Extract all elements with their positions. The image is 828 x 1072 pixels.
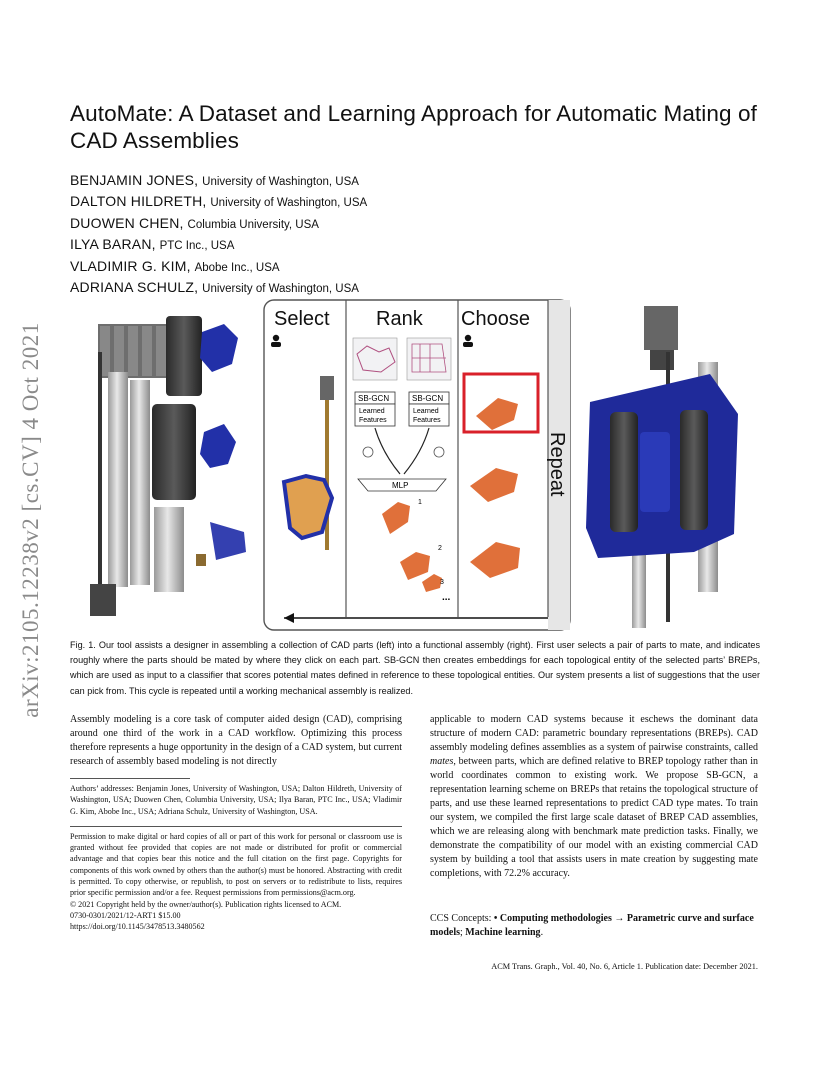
issn: 0730-0301/2021/12-ART1 $15.00 xyxy=(70,910,181,920)
motor xyxy=(644,306,678,350)
author-affiliation: University of Washington, USA xyxy=(210,197,368,210)
arxiv-identifier: arXiv:2105.12238v2 [cs.CV] 4 Oct 2021 xyxy=(18,322,43,718)
author-entry xyxy=(70,235,590,256)
panel-title-choose: Choose xyxy=(461,308,530,330)
author-entry xyxy=(70,192,590,213)
teaser-figure xyxy=(70,292,760,632)
author-name: ADRIANA SCHULZ, xyxy=(70,279,199,296)
figure-caption: Fig. 1. Our tool assists a designer in assembling a collection of CAD parts (left) into a functional assembly (right). First user selects a pair of parts to mate, and indicates roughly where the parts should be mated by where they click on each part. SB-GCN then creates embeddings for each topological entity of the selected parts’ BREPs, which are used as input to a classifier that scores potential mates defined in reference to these topological entities. Our system presents a list of suggestions that the user can pick from. This cycle is repeated until a working mechanical assembly is realized. xyxy=(70,640,760,696)
rod xyxy=(154,507,184,592)
author-name: ILYA BARAN, xyxy=(70,236,156,253)
features-label: Learned xyxy=(359,408,385,415)
author-name: DALTON HILDRETH, xyxy=(70,193,207,210)
mlp-label: MLP xyxy=(392,481,409,490)
selected-part xyxy=(284,476,332,538)
cad-parts-left xyxy=(90,316,246,616)
ccs-concepts xyxy=(430,912,758,940)
rank-number: 1 xyxy=(418,499,422,506)
author-entry xyxy=(70,257,590,278)
author-affiliation: Abobe Inc., USA xyxy=(194,261,280,274)
features-label: Features xyxy=(413,417,441,424)
brep-graph-image xyxy=(353,338,397,380)
rank-number: 2 xyxy=(438,545,442,552)
author-affiliation: University of Washington, USA xyxy=(202,176,359,188)
abstract-text: applicable to modern CAD systems because it eschews the dominant data structure of modern CAD: parametric boundary representations (BREPs). CAD assembly modeling defines assemblies as a system of pairwise constraints, called xyxy=(430,714,758,753)
sbgcn-label: SB-GCN xyxy=(358,394,390,403)
abstract-emphasis: mates xyxy=(430,756,454,767)
permission-rule xyxy=(70,826,402,827)
author-entry xyxy=(70,214,590,235)
ccs-concept: Machine learning xyxy=(465,927,541,938)
author-name: VLADIMIR G. KIM, xyxy=(70,257,191,274)
ccs-period: . xyxy=(540,927,544,938)
author-list xyxy=(70,171,590,299)
cad-assembly-right xyxy=(586,306,738,628)
carriage-block xyxy=(166,316,202,396)
doi-link[interactable]: https://doi.org/10.1145/3478513.3480562 xyxy=(70,922,205,932)
footnote-rule xyxy=(70,778,190,779)
author-affiliation: Columbia University, USA xyxy=(187,218,319,231)
author-entry xyxy=(70,171,590,192)
authors-addresses: Authors’ addresses: Benjamin Jones, University of Washington, USA; Dalton Hildreth, University of Washington, USA; Duowen Chen, Columbia University, USA; Ilya Baran, PTC Inc., USA; Vladimir G. Kim, Abobe Inc., USA; Adriana Schulz, University of Washington, USA. xyxy=(70,784,402,816)
bracket-part xyxy=(200,324,238,372)
carriage-block xyxy=(152,404,196,500)
author-name: BENJAMIN JONES, xyxy=(70,172,199,188)
rod xyxy=(108,372,128,587)
sbgcn-label: SB-GCN xyxy=(412,394,444,403)
abstract-left-column xyxy=(70,713,402,933)
author-affiliation: PTC Inc., USA xyxy=(159,240,235,253)
motor xyxy=(90,584,116,616)
abstract-text: , between parts, which are defined relative to BREP topology rather than in world coordinates common to existing work. We propose SB-GCN, a representation learning scheme on BREPs that retains the topological structure of parts, and use these learned representations to predict CAD type mates. To train our system, we compiled the first large scale dataset of BREP CAD assemblies, which we are releasing along with benchmark mate prediction tasks. Finally, we demonstrate the compatibility of our model with an existing commercial CAD system by building a tool that assists users in mate creation by suggesting mate completions, with 72.2% accuracy. xyxy=(430,756,758,879)
panel-title-select: Select xyxy=(274,308,330,330)
panel-title-repeat: Repeat xyxy=(546,432,568,497)
paper-title: AutoMate: A Dataset and Learning Approach for Automatic Mating of CAD Assemblies xyxy=(70,101,757,153)
ccs-concept: • Computing methodologies → Parametric curve and surface models xyxy=(430,913,754,938)
abstract-text: Assembly modeling is a core task of computer aided design (CAD), comprising around one third of the work in a CAD workflow. Optimizing this process therefore represents a huge opportunity in the design of a CAD system, but current research of assembly based modeling is not directly xyxy=(70,714,402,767)
ccs-separator: ; xyxy=(460,927,466,938)
author-affiliation: University of Washington, USA xyxy=(202,283,359,296)
more-indicator: ... xyxy=(442,592,451,603)
journal-footer: ACM Trans. Graph., Vol. 40, No. 6, Article 1. Publication date: December 2021. xyxy=(491,962,758,971)
bracket-part xyxy=(200,424,236,468)
features-label: Learned xyxy=(413,408,439,415)
bracket-part xyxy=(210,522,246,560)
abstract-right-column xyxy=(430,713,758,881)
nut xyxy=(196,554,206,566)
spring-stack xyxy=(98,324,168,378)
ccs-label: CCS Concepts: xyxy=(430,913,494,924)
rod xyxy=(130,380,150,585)
features-label: Features xyxy=(359,417,387,424)
permission-notice: Permission to make digital or hard copies of all or part of this work for personal or classroom use is granted without fee provided that copies are not made or distributed for profit or commercial advantage and that copies bear this notice and the full citation on the first page. Copyrights for components of this work owned by others than the author(s) must be honored. Abstracting with credit is permitted. To copy otherwise, or republish, to post on servers or to redistribute to lists, requires prior specific permission and/or a fee. Request permissions from permissions@acm.org. xyxy=(70,831,402,898)
lead-screw xyxy=(98,352,102,592)
rank-number: 3 xyxy=(440,579,444,586)
copyright-notice: © 2021 Copyright held by the owner/author(s). Publication rights licensed to ACM. xyxy=(70,899,342,909)
author-name: DUOWEN CHEN, xyxy=(70,214,184,231)
panel-title-rank: Rank xyxy=(376,308,423,330)
